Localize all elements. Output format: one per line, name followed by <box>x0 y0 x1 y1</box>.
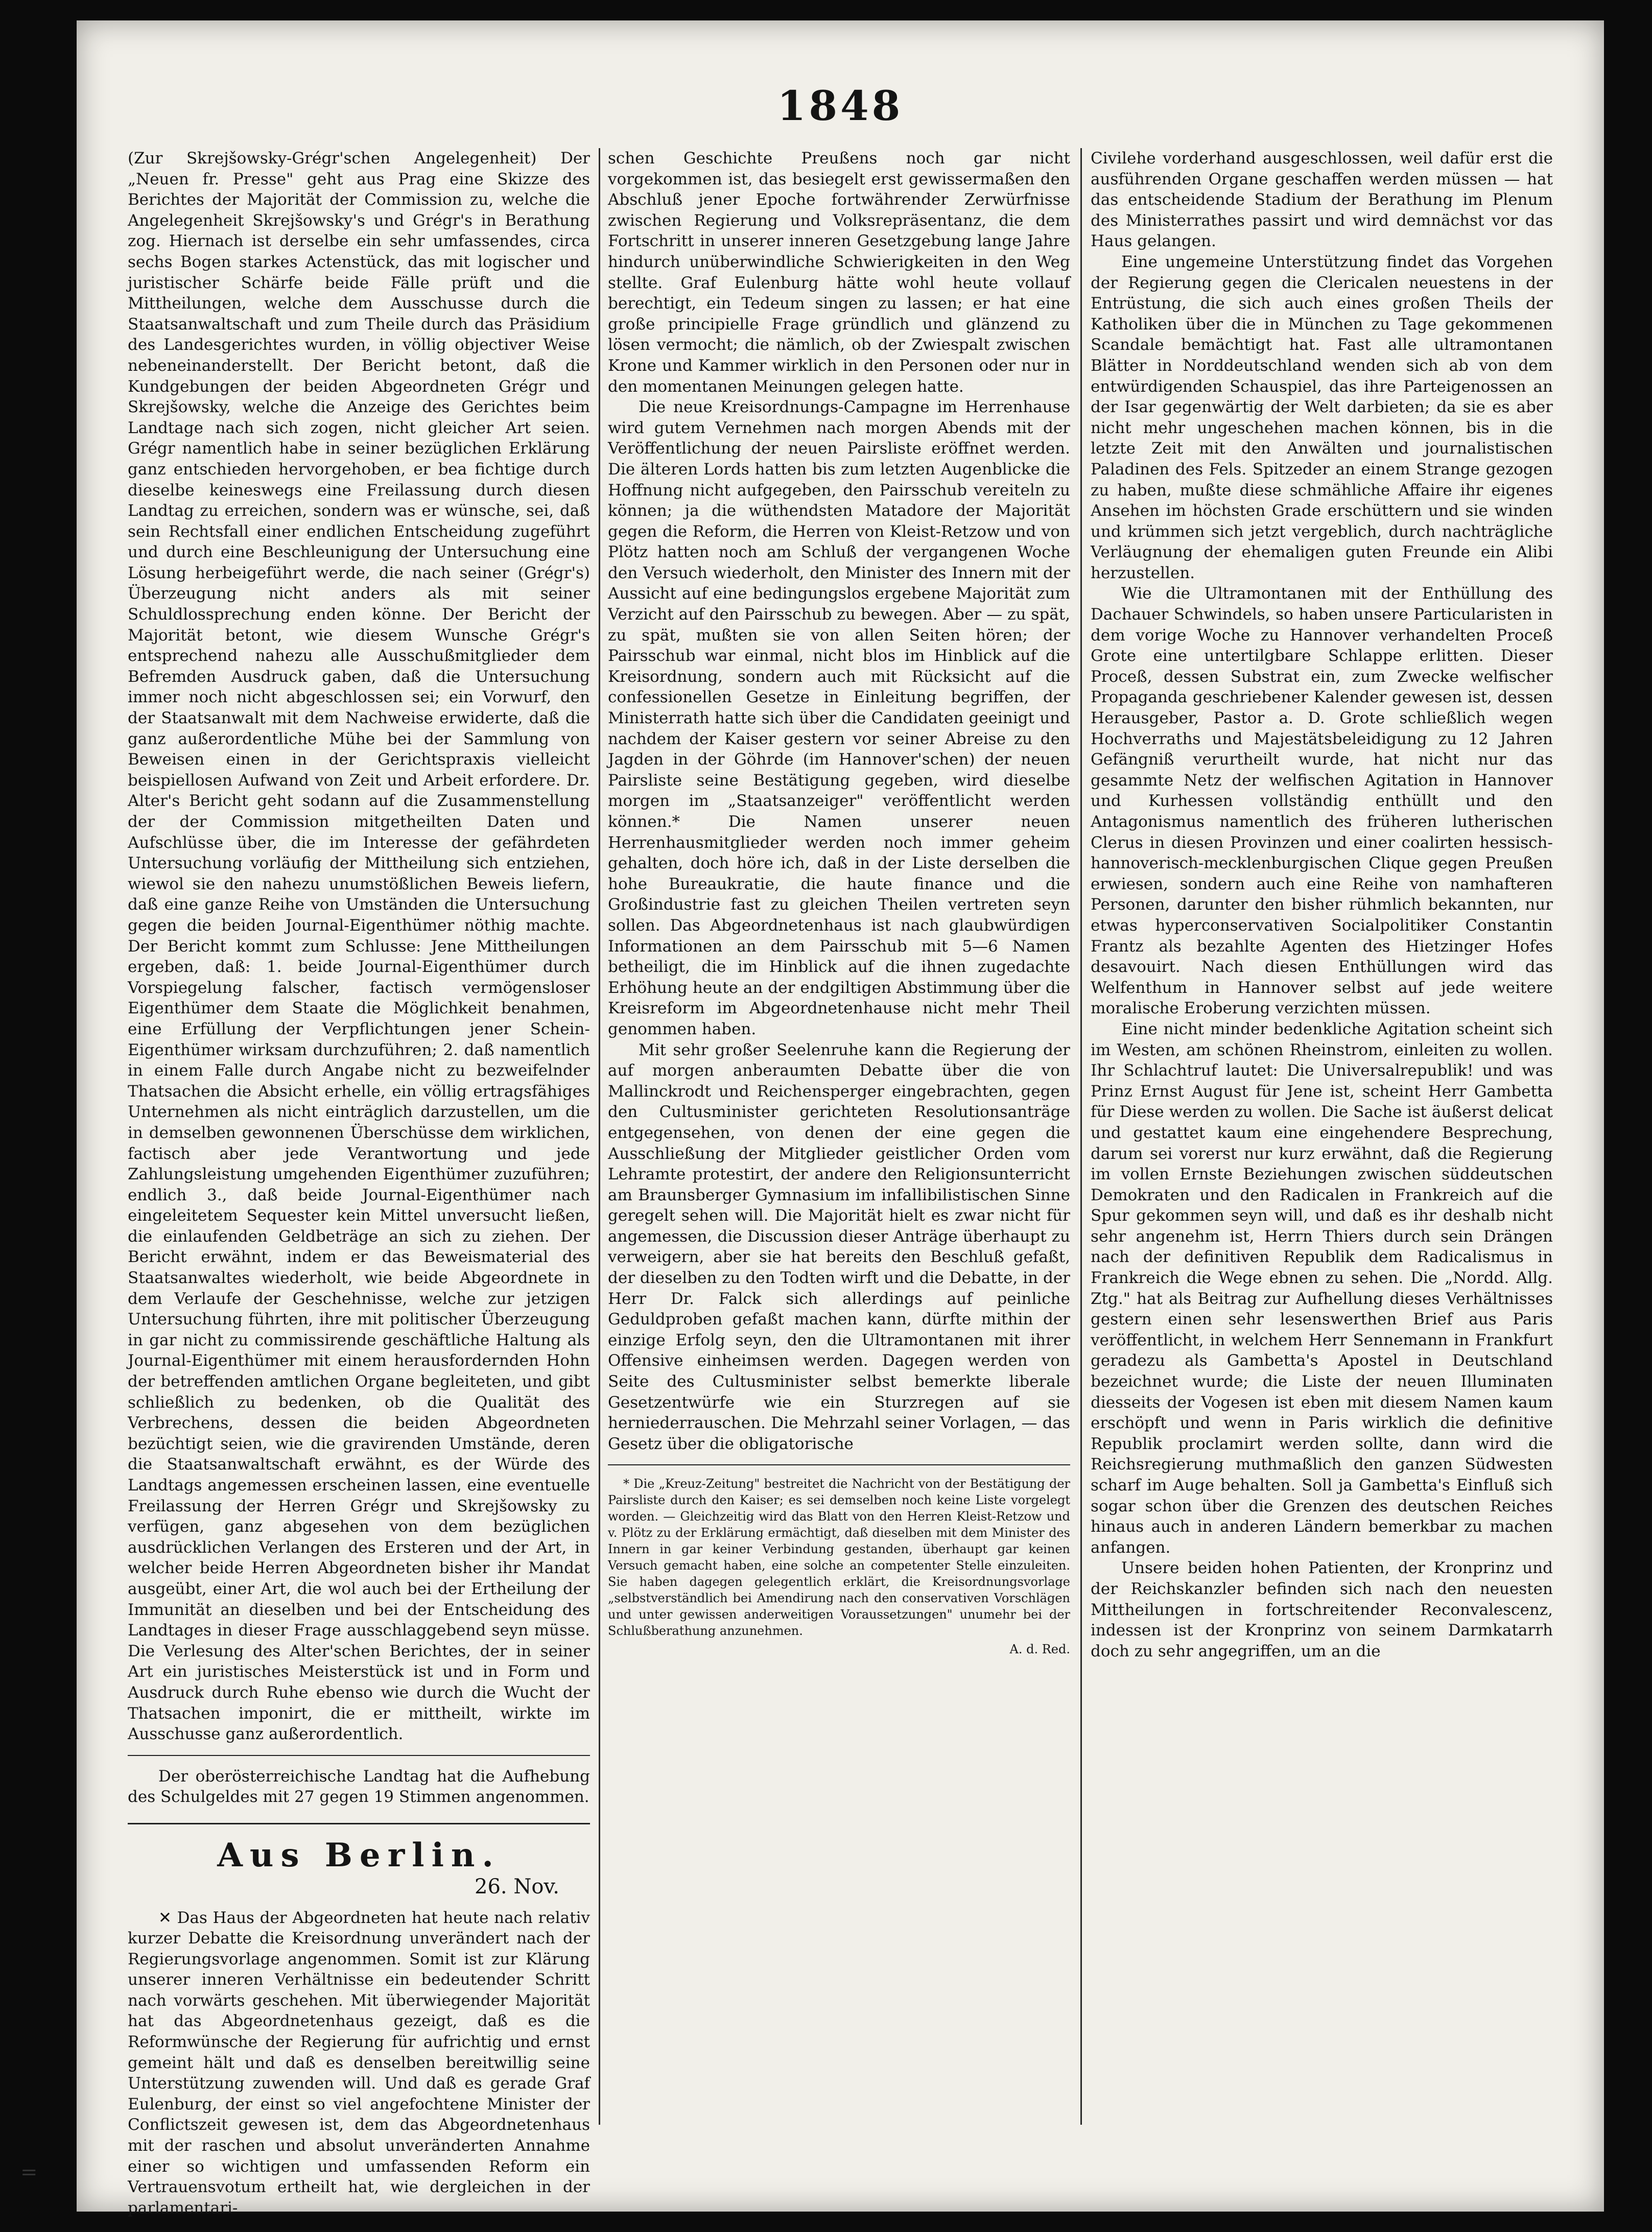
newspaper-page <box>77 20 1604 2217</box>
footnote: * Die „Kreuz-Zeitung" bestreitet die Nachricht von der Bestätigung der Pairsliste durch den Kaiser; es sei demselben noch keine Liste vorgelegt worden. — Gleichzeitig wird das Blatt von den Herren Kleist-Retzow und v. Plötz zu der Erklärung ermächtigt, daß dieselben mit dem Minister des Innern in gar keiner Verbindung gestanden, überhaupt gar keinen Versuch gemacht haben, eine solche an competenter Stelle einzuleiten. Sie haben dagegen gelegentlich erklärt, die Kreisordnungsvorlage „selbstverständlich bei Amendirung nach den conservativen Vorschlägen und unter gewissen anderweitigen Voraussetzungen" unumehr bei der Schlußberathung anzunehmen. <box>608 1477 1070 1639</box>
column-2 <box>608 148 1070 2130</box>
column-rule <box>1080 148 1082 2125</box>
gutter-mark: = <box>20 2160 38 2184</box>
paragraph-herrenhaus: Die neue Kreisordnungs-Campagne im Herrenhause wird gutem Vernehmen nach morgen Abends mit der Veröffentlichung der neuen Pairsliste eröffnet werden. Die älteren Lords hatten bis zum letzten Augenblicke die Hoffnung nicht aufgegeben, den Pairsschub vereiteln zu können; ja die wüthendsten Matadore der Majorität gegen die Reform, die Herren von Kleist-Retzow und von Plötz hatten noch am Schluß der vergangenen Woche den Versuch wiederholt, den Minister des Innern mit der Aussicht auf eine bedingungslos ergebene Majorität zum Verzicht auf den Pairsschub zu bewegen. Aber — zu spät, zu spät, mußten sie von allen Seiten hören; der Pairsschub war einmal, nicht blos im Hinblick auf die Kreisordnung, sondern auch mit Rücksicht auf die confessionellen Gesetze in Einleitung begriffen, der Ministerrath hatte sich über die Candidaten geeinigt und nachdem der Kaiser gestern vor seiner Abreise zu den Jagden in der Göhrde (im Hannover'schen) der neuen Pairsliste seine Bestätigung gegeben, wird dieselbe morgen im „Staatsanzeiger" veröffentlicht werden können.* Die Namen unserer neuen Herrenhausmitglieder werden noch immer geheim gehalten, doch höre ich, daß in der Liste derselben die hohe Bureaukratie, die haute finance und die Großindustrie fast zu gleichen Theilen vertreten seyn sollen. Das Abgeordnetenhaus ist nach glaubwürdigen Informationen an dem Pairsschub mit 5—6 Namen betheiligt, die im Hinblick auf die ihnen zugedachte Erhöhung heute an der endgiltigen Abstimmung über die Kreisreform im Abgeordnetenhause nicht mehr Theil genommen haben. <box>608 398 1070 1038</box>
section-title: Aus Berlin. <box>217 1836 501 1874</box>
paragraph-resolutions: Mit sehr großer Seelenruhe kann die Regierung der auf morgen anberaumten Debatte über die von Mallinckrodt und Reichensperger eingebrachten, gegen den Cultusminister gerichteten Resolutionsanträge entgegensehen, von denen der eine gegen die Ausschließung der Mitglieder geistlicher Orden vom Lehramte protestirt, der andere den Religionsunterricht am Braunsberger Gymnasium im infallibilistischen Sinne geregelt sehen will. Die Majorität hielt es zwar nicht für angemessen, die Discussion dieser Anträge überhaupt zu verweigern, aber sie hat bereits den Beschluß gefaßt, der dieselben zu den Todten wirft und die Debatte, in der Herr Dr. Falck sich allerdings auf peinliche Geduldproben gefaßt machen kann, dürfte mithin der einzige Erfolg seyn, den die Ultramontanen mit ihrer Offensive einheimsen werden. Dagegen werden von Seite des Cultusminister selbst bemerkte liberale Gesetzentwürfe wie ein Sturzregen auf sie herniederrauschen. Die Mehrzahl seiner Vorlagen, — das Gesetz über die obligatorische <box>608 1040 1070 1453</box>
dateline: 26. Nov. <box>475 1874 559 1898</box>
column-3 <box>1091 148 1553 2130</box>
news-note-landtag: Der oberösterreichische Landtag hat die Aufhebung des Schulgeldes mit 27 gegen 19 Stimmen angenommen. <box>128 1767 590 1807</box>
column-rule <box>599 148 600 2125</box>
paragraph-process-grote: Wie die Ultramontanen mit der Enthüllung des Dachauer Schwindels, so haben unsere Particularisten in dem vorige Woche zu Hannover verhandelten Proceß Grote eine untertilgbare Schlappe erlitten. Dieser Proceß, dessen Substrat ein, zum Zwecke welfischer Propaganda geschriebener Kalender gewesen ist, dessen Herausgeber, Pastor a. D. Grote schließlich wegen Hochverraths und Majestätsbeleidigung zu 12 Jahren Gefängniß verurtheilt wurde, hat nicht nur das gesammte Netz der welfischen Agitation in Hannover und Kurhessen vollständig enthüllt und den Antagonismus namentlich des früheren lutherischen Clerus in diesen Provinzen und einer coalirten hessisch-hannoverisch-mecklenburgischen Clique gegen Preußen erwiesen, sondern auch eine Reihe von namhafteren Personen, darunter den bisher rühmlich bekannten, nur etwas hyperconservativen Socialpolitiker Constantin Frantz als bezahlte Agenten des Hietzinger Hofes desavouirt. Nach diesen Enthüllungen wird das Welfenthum in Hannover selbst auf jede weitere moralische Eroberung verzichten müssen. <box>1091 584 1553 1018</box>
page-number: 1848 <box>777 82 904 130</box>
divider <box>128 1823 590 1824</box>
article-berlin-part2: schen Geschichte Preußens noch gar nicht vorgekommen ist, das besiegelt erst gewissermaßen den Abschluß jener Epoche fortwährender Zerwürfnisse zwischen Regierung und Volksrepräsentanz, die dem Fortschritt in unserer inneren Gesetzgebung lange Jahre hindurch unüberwindliche Schwierigkeiten in den Weg stellte. Graf Eulenburg hätte wohl heute vollauf berechtigt, ein Tedeum singen zu lassen; er hat eine große principielle Frage gründlich und glänzend zu lösen vermocht; die nämlich, ob der Zwiespalt zwischen Krone und Kammer wirklich in den Personen oder nur in den momentanen Meinungen gelegen hatte. <box>608 149 1070 396</box>
paragraph-clericals: Eine ungemeine Unterstützung findet das Vorgehen der Regierung gegen die Clericalen neuestens in der Entrüstung, die sich auch eines großen Theils der Katholiken über die in München zu Tage gekommenen Scandale bemächtigt hat. Fast alle ultramontanen Blätter in Norddeutschland wenden sich ab von dem entwürdigenden Schauspiel, das ihre Parteigenossen an der Isar gegenwärtig der Welt darbieten; da sie es aber nicht mehr ungeschehen machen können, bis in die letzte Zeit mit den Anwälten und journalistischen Paladinen des Fels. Spitzeder an einem Strange gezogen zu haben, mußte diese schmähliche Affaire ihr eigenes Ansehen im höchsten Grade erschüttern und sie winden und krümmen sich jetzt vergeblich, durch nachträgliche Verläugnung der ehemaligen guten Freunde ein Alibi herzustellen. <box>1091 252 1553 582</box>
paragraph-agitation-west: Eine nicht minder bedenkliche Agitation scheint sich im Westen, am schönen Rheinstrom, einleiten zu wollen. Ihr Schlachtruf lautet: Die Universalrepublik! und was Prinz Ernst August für Jene ist, scheint Herr Gambetta für Diese werden zu wollen. Die Sache ist äußerst delicat und gestattet kaum eine eingehendere Besprechung, darum sei vorerst nur kurz erwähnt, daß die Regierung im vollen Ernste Beziehungen zwischen süddeutschen Demokraten und den Radicalen in Frankreich auf die Spur gekommen seyn will, und daß es ihr deshalb nicht sehr angenehm ist, Herrn Thiers durch sein Drängen nach der definitiven Republik dem Radicalismus in Frankreich die Wege ebnen zu sehen. Die „Nordd. Allg. Ztg." hat als Beitrag zur Aufhellung dieses Verhältnisses gestern einen sehr lesenswerthen Brief aus Paris veröffentlicht, in welchem Herr Sennemann in Frankfurt geradezu als Gambetta's Apostel in Deutschland bezeichnet wurde; die Liste der neuen Illuminaten diesseits der Vogesen ist eben mit diesem Namen kaum erschöpft und wenn in Paris wirklich die definitive Republik proclamirt werden sollte, dann wird die Reichsregierung muthmaßlich den ganzen Südwesten scharf im Auge behalten. Soll ja Gambetta's Einfluß sich sogar schon über die Grenzen des deutschen Reiches hinaus auch in anderen Ländern bemerkbar zu machen anfangen. <box>1091 1019 1553 1557</box>
footnote-signature: A. d. Red. <box>1009 1642 1070 1657</box>
article-skrejsowsky-gregr: (Zur Skrejšowsky-Grégr'schen Angelegenheit) Der „Neuen fr. Presse" geht aus Prag eine Skizze des Berichtes der Majorität der Commission zu, welche die Angelegenheit Skrejšowsky's und Grégr's in Berathung zog. Hiernach ist derselbe ein sehr umfassendes, circa sechs Bogen starkes Actenstück, das mit logischer und juristischer Schärfe beide Fälle prüft und die Mittheilungen, welche dem Ausschusse durch die Staatsanwaltschaft und zum Theile durch das Präsidium des Landesgerichtes wurden, in völlig objectiver Weise nebeneinanderstellt. Der Bericht betont, daß die Kundgebungen der beiden Abgeordneten Grégr und Skrejšowsky, welche die Anzeige des Gerichtes beim Landtage nach sich zogen, nicht gleicher Art seien. Grégr namentlich habe in seiner bezüglichen Erklärung ganz entschieden hervorgehoben, er bea fichtige durch dieselbe keineswegs eine Freilassung durch diesen Landtag zu erreichen, sondern was er wünsche, sei, daß sein Rechtsfall einer endlichen Entscheidung zugeführt und durch eine Beschleunigung der Untersuchung eine Lösung herbeigeführt werde, die nach seiner (Grégr's) Überzeugung nicht anders als mit seiner Schuldlossprechung enden könne. Der Bericht der Majorität betont, wie diesem Wunsche Grégr's entsprechend nahezu alle Ausschußmitglieder dem Befremden Ausdruck gaben, daß die Untersuchung immer noch nicht abgeschlossen sei; ein Vorwurf, den der Staatsanwalt mit dem Nachweise erwiderte, daß die ganz außerordentliche Mühe bei der Sammlung von Beweisen einen in der Gerichtspraxis vielleicht beispiellosen Aufwand von Zeit und Arbeit erfordere. Dr. Alter's Bericht geht sodann auf die Zusammenstellung der der Commission mitgetheilten Daten und Aufschlüsse über, die im Interesse der gefährdeten Untersuchung vorläufig der Mittheilung sich entziehen, wiewol sie den nahezu unumstößlichen Beweis liefern, daß eine ganze Reihe von Umständen die Untersuchung gegen die beiden Journal-Eigenthümer nöthig machte. Der Bericht kommt zum Schlusse: Jene Mittheilungen ergeben, daß: 1. beide Journal-Eigenthümer durch Vorspiegelung falscher, factisch vermögensloser Eigenthümer dem Staate die Möglichkeit benahmen, eine Erfüllung der Verpflichtungen jener Schein-Eigenthümer wirksam durchzuführen; 2. daß namentlich in einem Falle durch Angabe nicht zu bezweifelnder Thatsachen die Absicht erhelle, ein völlig ertragsfähiges Unternehmen als nicht einträglich darzustellen, um die in demselben gewonnenen Überschüsse dem wirklichen, factisch aber jede Verantwortung und jede Zahlungsleistung umgehenden Eigenthümer zuzuführen; endlich 3., daß beide Journal-Eigenthümer nach eingeleitetem Sequester kein Mittel unversucht ließen, die einlaufenden Geldbeträge an sich zu ziehen. Der Bericht erwähnt, indem er das Beweismaterial des Staatsanwaltes wiederholt, wie beide Abgeordnete in dem Verlaufe der Geschehnisse, welche zur jetzigen Untersuchung führten, ihre mit politischer Überzeugung in gar nicht zu commissirende geschäftliche Haltung als Journal-Eigenthümer mit einem herausfordernden Hohn der betreffenden amtlichen Organe begleiteten, und gibt schließlich zu bedenken, ob die Qualität des Verbrechens, dessen die beiden Abgeordneten bezüchtigt seien, wie die gravirenden Umstände, deren die Staatsanwaltschaft erwähnt, es der Würde des Landtags angemessen erscheinen lassen, eine eventuelle Freilassung der Herren Grégr und Skrejšowsky zu verfügen, ganz abgesehen von dem bezüglichen ausdrücklichen Verlangen des Ersteren und der Art, in welcher beide Herren Abgeordneten bisher ihr Mandat ausgeübt, einer Art, die wol auch bei der Ertheilung der Immunität an dieselben und bei der Entscheidung des Landtages in dieser Frage ausschlaggebend seyn müsse. Die Verlesung des Alter'schen Berichtes, der in seiner Art ein juristisches Meisterstück ist und in Form und Ausdruck durch Ruhe ebenso wie durch die Wucht der Thatsachen imponirt, die er mittheilt, wirkte im Ausschusse ganz außerordentlich. <box>128 149 590 1744</box>
column-1 <box>128 148 590 2217</box>
article-berlin-part1: ✕ Das Haus der Abgeordneten hat heute nach relativ kurzer Debatte die Kreisordnung unverändert nach der Regierungsvorlage angenommen. Somit ist zur Klärung unserer inneren Verhältnisse ein bedeutender Schritt nach vorwärts geschehen. Mit überwiegender Majorität hat das Abgeordnetenhaus gezeigt, daß es die Reformwünsche der Regierung für aufrichtig und ernst gemeint hält und daß es denselben bereitwillig seine Unterstützung zuwenden will. Und daß es gerade Graf Eulenburg, der einst so viel angefochtene Minister der Conflictszeit gewesen ist, dem das Abgeordnetenhaus mit der raschen und absolut unveränderten Annahme einer so wichtigen und umfassenden Reform ein Vertrauensvotum ertheilt hat, wie dergleichen in der parlamentari- <box>128 1908 590 2217</box>
paragraph-patients: Unsere beiden hohen Patienten, der Kronprinz und der Reichskanzler befinden sich nach den neuesten Mittheilungen in fortschreitender Reconvalescenz, indessen ist der Kronprinz von seinem Darmkatarrh doch zu sehr angegriffen, um an die <box>1091 1559 1553 1660</box>
footnote-divider <box>608 1464 1070 1465</box>
paragraph-civilehe: Civilehe vorderhand ausgeschlossen, weil dafür erst die ausführenden Organe geschaffen werden müssen — hat das entscheidende Stadium der Berathung im Plenum des Ministerrathes passirt und wird demnächst vor das Haus gelangen. <box>1091 149 1553 251</box>
divider <box>128 1755 590 1756</box>
